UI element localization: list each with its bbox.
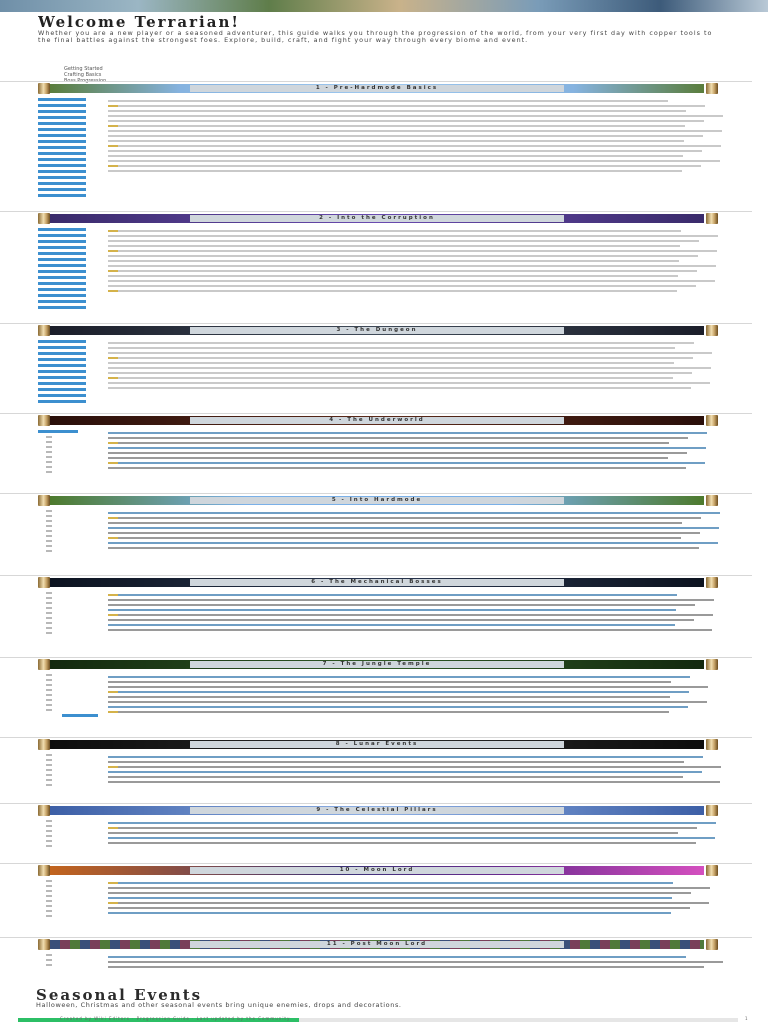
nav-link[interactable] bbox=[46, 895, 52, 897]
body-text-line bbox=[108, 352, 712, 354]
nav-link[interactable] bbox=[46, 515, 52, 517]
footer-credits: Created by Wiki Editors · Progression Guide · Last updated by the Community bbox=[60, 1016, 291, 1021]
nav-link[interactable] bbox=[38, 158, 86, 161]
body-text-line bbox=[108, 432, 707, 434]
section-body bbox=[108, 430, 724, 490]
nav-link[interactable] bbox=[38, 134, 86, 137]
nav-link[interactable] bbox=[38, 288, 86, 291]
body-text-line bbox=[108, 165, 701, 167]
body-text-line bbox=[108, 150, 702, 152]
section-body bbox=[108, 592, 724, 654]
nav-link[interactable] bbox=[46, 959, 52, 961]
nav-link[interactable] bbox=[38, 228, 86, 231]
section-body bbox=[108, 954, 724, 978]
body-text-line bbox=[108, 629, 712, 631]
nav-link[interactable] bbox=[46, 535, 52, 537]
section-nav bbox=[38, 954, 86, 969]
nav-link[interactable] bbox=[46, 905, 52, 907]
body-text-line bbox=[108, 447, 706, 449]
scroll-ornament-left bbox=[38, 325, 50, 336]
section-body bbox=[108, 880, 724, 934]
body-text-line bbox=[108, 155, 683, 157]
nav-link[interactable] bbox=[46, 699, 52, 701]
scroll-ornament-right bbox=[706, 415, 718, 426]
nav-link[interactable] bbox=[46, 627, 52, 629]
section-body bbox=[108, 820, 724, 860]
nav-link[interactable] bbox=[46, 885, 52, 887]
nav-link[interactable] bbox=[46, 674, 52, 676]
nav-link[interactable] bbox=[46, 835, 52, 837]
nav-link[interactable] bbox=[46, 520, 52, 522]
nav-link[interactable] bbox=[46, 684, 52, 686]
nav-link[interactable] bbox=[46, 607, 52, 609]
body-text-line bbox=[108, 681, 671, 683]
body-text-line bbox=[108, 887, 710, 889]
section-ribbon bbox=[50, 326, 704, 335]
body-text-line bbox=[108, 542, 718, 544]
scroll-ornament-right bbox=[706, 939, 718, 950]
scroll-ornament-right bbox=[706, 495, 718, 506]
body-text-line bbox=[108, 966, 704, 968]
nav-link[interactable] bbox=[46, 774, 52, 776]
nav-link[interactable] bbox=[38, 246, 86, 249]
nav-link[interactable] bbox=[38, 164, 86, 167]
section-divider bbox=[0, 323, 752, 324]
section-ribbon bbox=[50, 740, 704, 749]
nav-link[interactable] bbox=[46, 466, 52, 468]
section-nav bbox=[38, 674, 86, 720]
nav-link[interactable] bbox=[38, 146, 86, 149]
nav-link[interactable] bbox=[46, 890, 52, 892]
nav-link[interactable] bbox=[46, 545, 52, 547]
body-text-line bbox=[108, 285, 696, 287]
section-nav bbox=[38, 228, 86, 312]
body-text-line bbox=[108, 827, 697, 829]
body-text-line bbox=[108, 442, 669, 444]
section-ribbon bbox=[50, 940, 704, 949]
section-title: 4 - The Underworld bbox=[190, 417, 564, 424]
body-text-line bbox=[108, 110, 686, 112]
nav-link[interactable] bbox=[46, 689, 52, 691]
section-ribbon bbox=[50, 660, 704, 669]
nav-link[interactable] bbox=[46, 612, 52, 614]
nav-link[interactable] bbox=[46, 471, 52, 473]
nav-link[interactable] bbox=[38, 276, 86, 279]
body-text-line bbox=[108, 701, 707, 703]
nav-link[interactable] bbox=[38, 104, 86, 107]
body-text-line bbox=[108, 547, 699, 549]
body-text-line bbox=[108, 517, 701, 519]
section-nav bbox=[38, 754, 86, 789]
body-text-line bbox=[108, 457, 668, 459]
body-text-line bbox=[108, 842, 696, 844]
nav-link[interactable] bbox=[38, 98, 86, 101]
nav-link[interactable] bbox=[46, 900, 52, 902]
nav-link[interactable] bbox=[46, 441, 52, 443]
section-nav bbox=[38, 510, 86, 555]
body-text-line bbox=[108, 377, 673, 379]
body-text-line bbox=[108, 120, 704, 122]
section-divider bbox=[0, 657, 752, 658]
scroll-ornament-left bbox=[38, 577, 50, 588]
section-title: 1 - Pre-Hardmode Basics bbox=[190, 85, 564, 92]
nav-link[interactable] bbox=[38, 382, 86, 385]
body-text-line bbox=[108, 372, 692, 374]
body-text-line bbox=[108, 776, 683, 778]
body-text-line bbox=[108, 382, 710, 384]
body-text-line bbox=[108, 347, 675, 349]
nav-link[interactable] bbox=[46, 602, 52, 604]
nav-link[interactable] bbox=[46, 679, 52, 681]
nav-link[interactable] bbox=[46, 954, 52, 956]
section-divider bbox=[0, 803, 752, 804]
nav-link[interactable] bbox=[38, 306, 86, 309]
section-title: 2 - Into the Corruption bbox=[190, 215, 564, 222]
section-body bbox=[108, 340, 724, 410]
body-text-line bbox=[108, 437, 688, 439]
body-text-line bbox=[108, 892, 691, 894]
page-title: Welcome Terrarian! bbox=[38, 14, 240, 31]
body-text-line bbox=[108, 467, 686, 469]
body-text-line bbox=[108, 367, 711, 369]
scroll-ornament-right bbox=[706, 739, 718, 750]
body-text-line bbox=[108, 265, 716, 267]
nav-link[interactable] bbox=[46, 910, 52, 912]
body-text-line bbox=[108, 270, 697, 272]
body-text-line bbox=[108, 956, 686, 958]
body-text-line bbox=[108, 452, 687, 454]
nav-link[interactable] bbox=[46, 820, 52, 822]
section-divider bbox=[0, 863, 752, 864]
body-text-line bbox=[108, 362, 674, 364]
nav-link[interactable] bbox=[46, 456, 52, 458]
body-text-line bbox=[108, 125, 685, 127]
body-text-line bbox=[108, 387, 691, 389]
nav-link[interactable] bbox=[38, 376, 86, 379]
nav-link[interactable] bbox=[38, 252, 86, 255]
body-text-line bbox=[108, 619, 694, 621]
body-text-line bbox=[108, 766, 721, 768]
top-banner-image bbox=[0, 0, 768, 12]
scroll-ornament-left bbox=[38, 739, 50, 750]
nav-link[interactable] bbox=[46, 769, 52, 771]
nav-link[interactable] bbox=[38, 400, 86, 403]
nav-link[interactable] bbox=[46, 709, 52, 711]
intro-link[interactable]: Getting Started bbox=[64, 66, 103, 72]
section-title: 8 - Lunar Events bbox=[190, 741, 564, 748]
section-title: 7 - The Jungle Temple bbox=[190, 661, 564, 668]
nav-link[interactable] bbox=[46, 622, 52, 624]
nav-link[interactable] bbox=[38, 170, 86, 173]
nav-link[interactable] bbox=[46, 830, 52, 832]
nav-link[interactable] bbox=[38, 122, 86, 125]
body-text-line bbox=[108, 115, 723, 117]
nav-link[interactable] bbox=[38, 140, 86, 143]
body-text-line bbox=[108, 604, 695, 606]
nav-link[interactable] bbox=[38, 110, 86, 113]
nav-link[interactable] bbox=[38, 358, 86, 361]
section-divider bbox=[0, 493, 752, 494]
nav-link[interactable] bbox=[38, 388, 86, 391]
body-text-line bbox=[108, 140, 684, 142]
section-divider bbox=[0, 413, 752, 414]
body-text-line bbox=[108, 599, 714, 601]
section-nav bbox=[38, 820, 86, 850]
nav-link[interactable] bbox=[46, 436, 52, 438]
body-text-line bbox=[108, 837, 715, 839]
body-text-line bbox=[108, 537, 681, 539]
nav-link[interactable] bbox=[46, 550, 52, 552]
scroll-ornament-right bbox=[706, 805, 718, 816]
scroll-ornament-left bbox=[38, 805, 50, 816]
nav-link[interactable] bbox=[38, 188, 86, 191]
nav-link[interactable] bbox=[38, 234, 86, 237]
section-ribbon bbox=[50, 214, 704, 223]
body-text-line bbox=[108, 170, 682, 172]
section-divider bbox=[0, 211, 752, 212]
body-text-line bbox=[108, 250, 717, 252]
section-body bbox=[108, 98, 724, 208]
scroll-ornament-left bbox=[38, 213, 50, 224]
body-text-line bbox=[108, 235, 718, 237]
body-text-line bbox=[108, 897, 672, 899]
section-nav bbox=[38, 430, 86, 476]
section-nav bbox=[38, 340, 86, 406]
section-body bbox=[108, 754, 724, 800]
nav-link[interactable] bbox=[38, 300, 86, 303]
body-text-line bbox=[108, 832, 678, 834]
nav-link[interactable] bbox=[46, 597, 52, 599]
scroll-ornament-left bbox=[38, 865, 50, 876]
scroll-ornament-right bbox=[706, 577, 718, 588]
body-text-line bbox=[108, 691, 689, 693]
section-divider bbox=[0, 937, 752, 938]
body-text-line bbox=[108, 240, 699, 242]
nav-link[interactable] bbox=[46, 540, 52, 542]
body-text-line bbox=[108, 756, 703, 758]
section-nav bbox=[38, 592, 86, 637]
section-ribbon bbox=[50, 866, 704, 875]
nav-link[interactable] bbox=[46, 632, 52, 634]
scroll-ornament-right bbox=[706, 865, 718, 876]
body-text-line bbox=[108, 882, 673, 884]
body-text-line bbox=[108, 100, 668, 102]
body-text-line bbox=[108, 145, 721, 147]
section-divider bbox=[0, 575, 752, 576]
nav-link[interactable] bbox=[38, 430, 78, 433]
nav-link[interactable] bbox=[46, 446, 52, 448]
scroll-ornament-right bbox=[706, 83, 718, 94]
section-title: 5 - Into Hardmode bbox=[190, 497, 564, 504]
body-text-line bbox=[108, 594, 677, 596]
section-ribbon bbox=[50, 84, 704, 93]
nav-link[interactable] bbox=[38, 176, 86, 179]
body-text-line bbox=[108, 462, 705, 464]
page-number: 1 bbox=[745, 1016, 748, 1021]
body-text-line bbox=[108, 781, 720, 783]
scroll-ornament-left bbox=[38, 83, 50, 94]
section-divider bbox=[0, 737, 752, 738]
section-body bbox=[108, 674, 724, 734]
scroll-ornament-left bbox=[38, 415, 50, 426]
scroll-ornament-right bbox=[706, 659, 718, 670]
body-text-line bbox=[108, 686, 708, 688]
body-text-line bbox=[108, 522, 682, 524]
body-text-line bbox=[108, 761, 684, 763]
body-text-line bbox=[108, 696, 670, 698]
body-text-line bbox=[108, 961, 723, 963]
nav-link[interactable] bbox=[38, 240, 86, 243]
body-text-line bbox=[108, 290, 677, 292]
nav-link[interactable] bbox=[46, 525, 52, 527]
seasonal-text: Halloween, Christmas and other seasonal events bring unique enemies, drops and decorations. bbox=[36, 1001, 402, 1009]
scroll-ornament-left bbox=[38, 939, 50, 950]
body-text-line bbox=[108, 255, 698, 257]
nav-link[interactable] bbox=[46, 825, 52, 827]
body-text-line bbox=[108, 357, 693, 359]
section-title: 11 - Post Moon Lord bbox=[190, 941, 564, 948]
intro-link[interactable]: Crafting Basics bbox=[64, 72, 102, 78]
nav-link[interactable] bbox=[46, 510, 52, 512]
body-text-line bbox=[108, 771, 702, 773]
nav-link[interactable] bbox=[38, 394, 86, 397]
body-text-line bbox=[108, 260, 679, 262]
nav-link[interactable] bbox=[38, 116, 86, 119]
body-text-line bbox=[108, 711, 669, 713]
nav-link[interactable] bbox=[46, 704, 52, 706]
section-divider bbox=[0, 81, 752, 82]
nav-link[interactable] bbox=[38, 182, 86, 185]
nav-link[interactable] bbox=[38, 270, 86, 273]
section-body bbox=[108, 510, 724, 572]
scroll-ornament-right bbox=[706, 325, 718, 336]
nav-link[interactable] bbox=[38, 294, 86, 297]
scroll-ornament-right bbox=[706, 213, 718, 224]
intro-block bbox=[38, 14, 728, 76]
nav-link[interactable] bbox=[38, 258, 86, 261]
nav-link[interactable] bbox=[46, 779, 52, 781]
nav-link[interactable] bbox=[46, 451, 52, 453]
section-nav bbox=[38, 98, 86, 200]
body-text-line bbox=[108, 160, 720, 162]
body-text-line bbox=[108, 624, 675, 626]
nav-link[interactable] bbox=[46, 694, 52, 696]
nav-link[interactable] bbox=[62, 714, 98, 717]
scroll-ornament-left bbox=[38, 495, 50, 506]
body-text-line bbox=[108, 676, 690, 678]
section-title: 6 - The Mechanical Bosses bbox=[190, 579, 564, 586]
section-ribbon bbox=[50, 496, 704, 505]
scroll-ornament-left bbox=[38, 659, 50, 670]
body-text-line bbox=[108, 706, 688, 708]
section-title: 3 - The Dungeon bbox=[190, 327, 564, 334]
nav-link[interactable] bbox=[46, 840, 52, 842]
body-text-line bbox=[108, 342, 694, 344]
body-text-line bbox=[108, 912, 671, 914]
section-title: 9 - The Celestial Pillars bbox=[190, 807, 564, 814]
body-text-line bbox=[108, 130, 722, 132]
section-ribbon bbox=[50, 806, 704, 815]
nav-link[interactable] bbox=[46, 754, 52, 756]
nav-link[interactable] bbox=[46, 784, 52, 786]
body-text-line bbox=[108, 280, 715, 282]
nav-link[interactable] bbox=[38, 152, 86, 155]
nav-link[interactable] bbox=[38, 282, 86, 285]
nav-link[interactable] bbox=[38, 352, 86, 355]
section-body bbox=[108, 228, 724, 320]
body-text-line bbox=[108, 822, 716, 824]
body-text-line bbox=[108, 902, 709, 904]
section-ribbon bbox=[50, 578, 704, 587]
body-text-line bbox=[108, 135, 703, 137]
nav-link[interactable] bbox=[38, 194, 86, 197]
section-ribbon bbox=[50, 416, 704, 425]
body-text-line bbox=[108, 512, 720, 514]
nav-link[interactable] bbox=[46, 530, 52, 532]
nav-link[interactable] bbox=[46, 592, 52, 594]
nav-link[interactable] bbox=[38, 346, 86, 349]
nav-link[interactable] bbox=[38, 370, 86, 373]
nav-link[interactable] bbox=[46, 461, 52, 463]
section-title: 10 - Moon Lord bbox=[190, 867, 564, 874]
nav-link[interactable] bbox=[38, 264, 86, 267]
body-text-line bbox=[108, 105, 705, 107]
body-text-line bbox=[108, 907, 690, 909]
nav-link[interactable] bbox=[46, 617, 52, 619]
body-text-line bbox=[108, 230, 681, 232]
intro-paragraph: Whether you are a new player or a seasoned adventurer, this guide walks you through the progression of the world, from your very first day with copper tools to the final battles against the strongest foes. Explore, build, craft, and fight your way through every biome and event. bbox=[38, 29, 713, 44]
nav-link[interactable] bbox=[38, 128, 86, 131]
body-text-line bbox=[108, 614, 713, 616]
body-text-line bbox=[108, 527, 719, 529]
seasonal-title: Seasonal Events bbox=[36, 986, 203, 1004]
nav-link[interactable] bbox=[46, 759, 52, 761]
nav-link[interactable] bbox=[38, 340, 86, 343]
section-nav bbox=[38, 880, 86, 920]
body-text-line bbox=[108, 245, 680, 247]
nav-link[interactable] bbox=[46, 845, 52, 847]
nav-link[interactable] bbox=[46, 764, 52, 766]
body-text-line bbox=[108, 609, 676, 611]
nav-link[interactable] bbox=[46, 880, 52, 882]
nav-link[interactable] bbox=[38, 364, 86, 367]
body-text-line bbox=[108, 275, 678, 277]
body-text-line bbox=[108, 532, 700, 534]
nav-link[interactable] bbox=[46, 964, 52, 966]
nav-link[interactable] bbox=[46, 915, 52, 917]
